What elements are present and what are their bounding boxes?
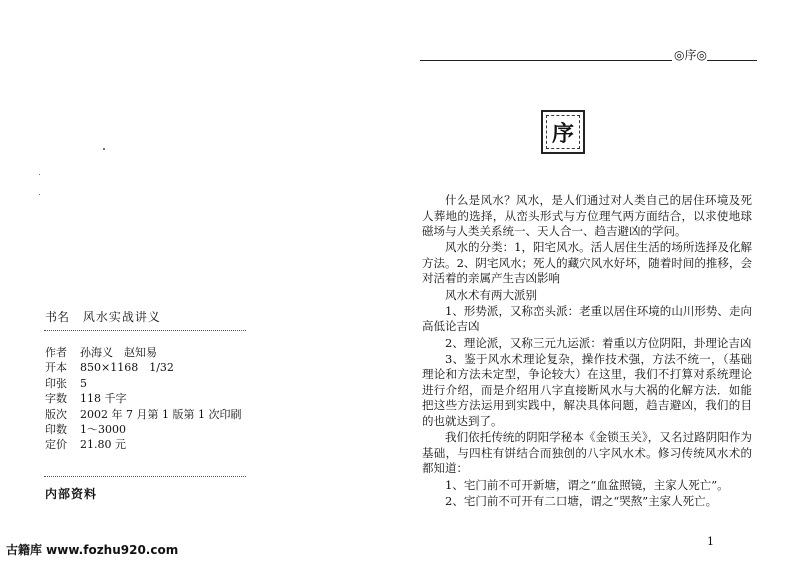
left-page	[0, 0, 396, 561]
row-value: 21.80 元	[80, 438, 126, 452]
colophon-row-edition	[45, 407, 241, 422]
preface-body	[422, 193, 752, 510]
dotted-divider	[44, 476, 246, 477]
paragraph: 我们依托传统的阴阳学秘本《金锁玉关》，又名过路阴阳作为基础，与四柱有饼结合而独创的八字风水术。修习传统风水术的都知道：	[422, 430, 752, 476]
paragraph: 2、宅门前不可开有二口塘，谓之“哭熬”主家人死亡。	[445, 493, 718, 508]
colophon-row-printrun	[45, 422, 241, 437]
colophon-row-wordcount	[45, 391, 241, 406]
row-value: 850×1168 1/32	[80, 361, 174, 375]
colophon-row-price	[45, 437, 241, 452]
paragraph: 风水术有两大派别	[445, 287, 537, 302]
colophon-row-sheets	[45, 376, 241, 391]
paragraph: 什么是风水？风水，是人们通过对人类自己的居住环境及死人葬地的选择，从峦头形式与方位理气两方面结合，以求使地球磁场与人类关系统一、天人合一、趋吉避凶的学问。	[422, 193, 752, 238]
row-label: 版次	[45, 407, 67, 421]
print-speck	[39, 194, 40, 195]
print-speck	[39, 174, 40, 175]
site-watermark: 古籍库 www.fozhu920.com	[6, 543, 179, 557]
row-value: 1～3000	[80, 423, 126, 437]
row-value: 孙海义 赵知易	[80, 346, 157, 359]
page-number: 1	[707, 535, 714, 548]
running-head: ◎序◎	[674, 48, 707, 62]
dotted-divider	[44, 330, 246, 331]
row-value: 2002 年 7 月第 1 版第 1 次印刷	[80, 407, 242, 421]
internal-material-note: 内部资料	[45, 487, 98, 501]
preface-heading: 序	[551, 120, 574, 147]
paragraph: 1、宅门前不可开新塘，谓之“血盆照镜，主家人死亡”。	[445, 477, 729, 492]
row-label: 印张	[45, 376, 67, 390]
row-label: 作者	[45, 346, 67, 359]
colophon-info	[45, 345, 241, 453]
row-label: 开本	[45, 361, 67, 375]
row-value: 118 千字	[80, 392, 127, 406]
book-title: 风水实战讲义	[82, 310, 161, 324]
paragraph: 3、鉴于风水术理论复杂，操作技术强，方法不统一，（基础理论和方法未定型，争论较大）在这里，我们不打算对系统理论进行介绍，而是介绍用八字直接断风水与大祸的化解方法．如能把这些方法运用到实践中，解决具体问题，趋吉避凶，我们的目的也就达到了。	[422, 351, 752, 428]
preface-heading-box	[541, 110, 585, 154]
row-label: 字数	[45, 392, 67, 406]
book-title-row	[45, 308, 161, 325]
row-label: 定价	[45, 438, 67, 452]
book-title-label: 书名	[45, 310, 70, 324]
print-speck	[103, 148, 105, 150]
right-page	[396, 0, 793, 561]
paragraph: 2、理论派，又称三元九运派：着重以方位阴阳，卦理论吉凶	[445, 335, 752, 350]
row-value: 5	[80, 376, 87, 390]
colophon-row-format	[45, 360, 241, 375]
colophon-row-author	[45, 345, 241, 360]
row-label: 印数	[45, 423, 67, 437]
paragraph: 风水的分类：1，阳宅风水。活人居住生活的场所选择及化解方法。2、阴宅风水；死人的藏穴风水好坏，随着时间的推移，会对活着的亲属产生吉凶影响	[422, 240, 752, 286]
paragraph: 1、形势派，又称峦头派：老重以居住环境的山川形势、走向高低论吉凶	[422, 303, 752, 334]
